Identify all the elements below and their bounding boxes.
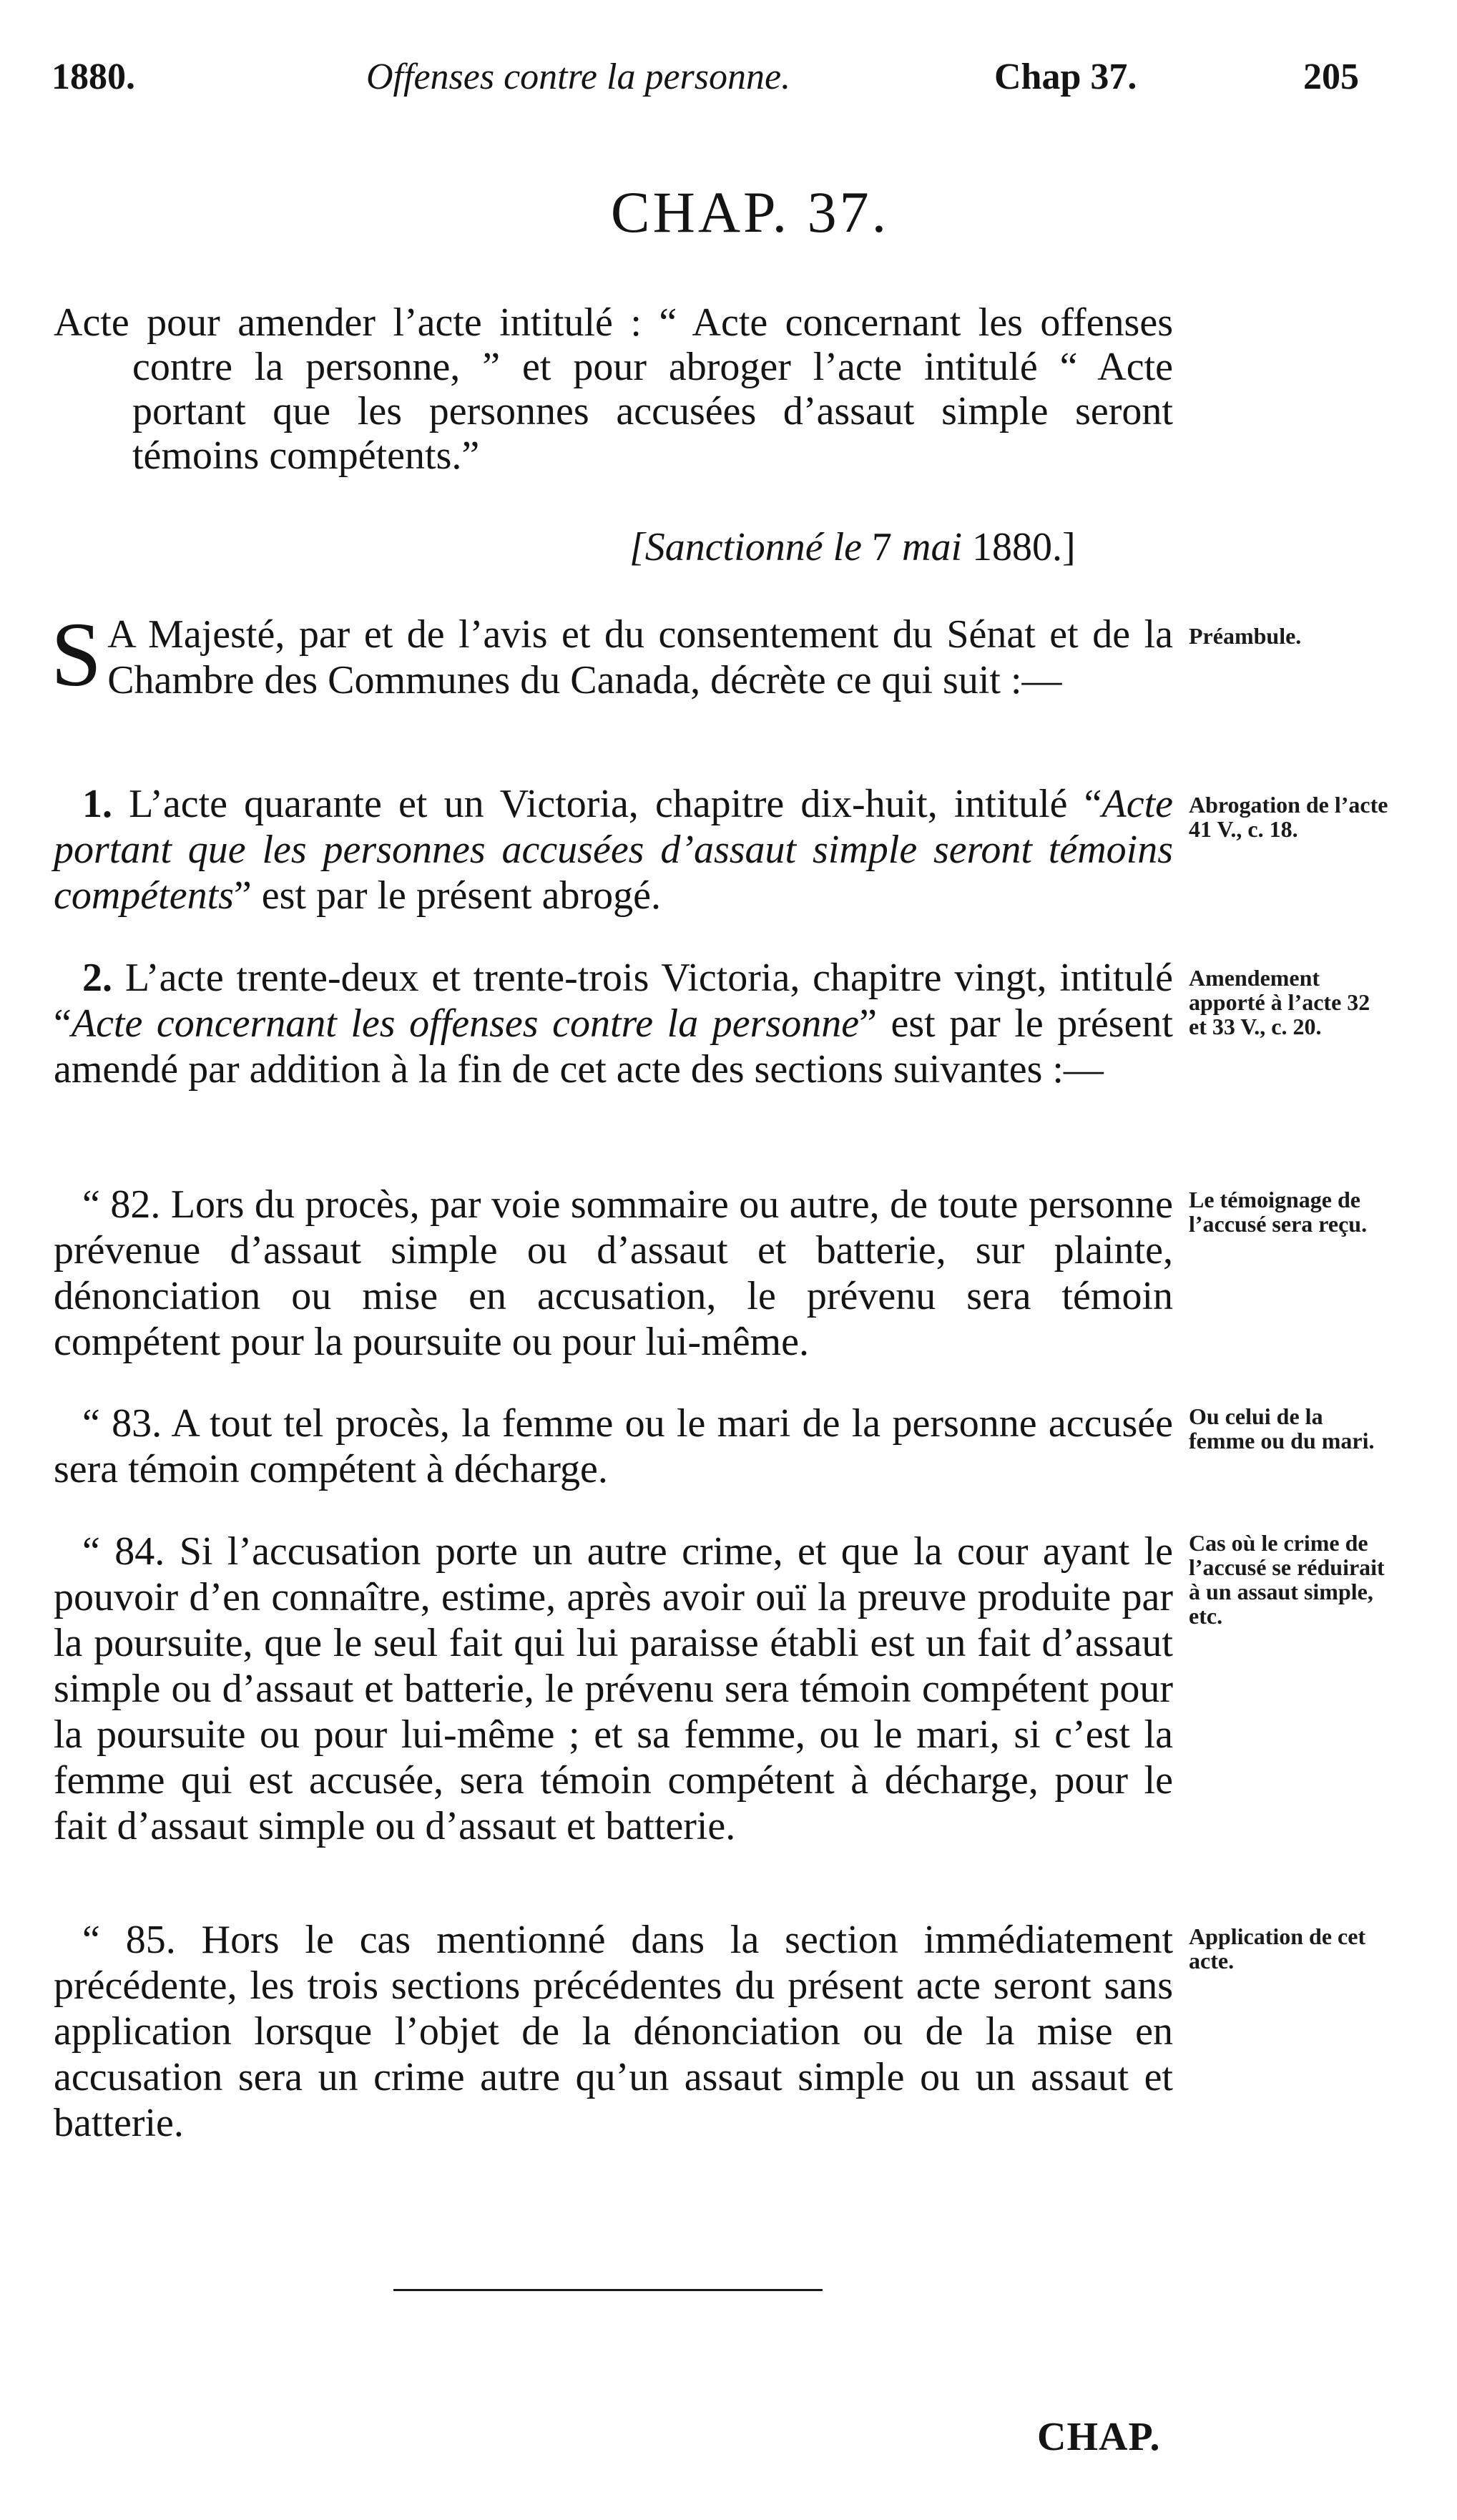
section-1-number: 1. [82,782,112,826]
section-85-paragraph [54,1917,1173,2146]
preamble-paragraph [51,604,1173,705]
section-84-paragraph [54,1529,1173,1849]
preamble-text: A Majesté, par et de l’avis et du consentement du Sénat et de la Chambre des Communes du Canada, décrète ce qui suit :— [107,612,1173,702]
drop-cap: S [51,604,102,705]
running-header [51,56,1382,113]
margin-note-section-85: Application de cet acte. [1189,1923,1366,1974]
sanction-day: 7 [872,525,893,569]
section-1-paragraph [54,781,1173,918]
section-84-number: “ 84. [82,1529,165,1574]
section-83-paragraph [54,1401,1173,1492]
section-1-text-after: ” est par le présent abrogé. [233,873,661,918]
header-year: 1880. [51,57,135,97]
header-chapter: Chap 37. [994,57,1137,97]
sanction-date [629,524,1076,570]
section-85 [54,1917,1173,2146]
margin-note-preamble: Préambule. [1189,623,1302,649]
section-83 [54,1401,1173,1492]
margin-note-section-84: Cas où le crime de l’accusé se réduirait à un assaut simple, etc. [1189,1530,1385,1629]
section-83-number: “ 83. [82,1401,162,1446]
section-82-paragraph [54,1182,1173,1365]
header-running-title: Offenses contre la personne. [366,57,791,97]
section-2-text-before: L’acte trente-deux et trente-trois Victoria, chapitre vingt, intitulé “ [54,956,1173,1046]
act-title: Acte pour amender l’acte intitulé : “ Acte concernant les offenses contre la personne, ” et pour abroger l’acte intitulé “ Acte portant que les personnes accusées d’assaut simple seront témoins compétents.” [54,300,1173,478]
section-2-italic-title: Acte concernant les offenses contre la personne [71,1001,860,1046]
header-page-number: 205 [1303,57,1359,97]
sanction-prefix: [Sanctionné le [629,525,863,569]
section-2-paragraph [54,955,1173,1092]
sanction-month: mai [902,525,963,569]
section-82 [54,1182,1173,1365]
section-85-text: Hors le cas mentionné dans la section immédiatement précédente, les trois sections précédentes du présent acte seront sans application lorsque l’objet de la dénonciation ou de la mise en accusation sera un crime autre qu’un assaut simple ou un assaut et batterie. [54,1918,1174,2145]
section-1 [54,781,1173,918]
margin-note-section-83: Ou celui de la femme ou du mari. [1189,1403,1375,1453]
separator-rule [393,2289,823,2291]
margin-note-section-2: Amendement apporté à l’acte 32 et 33 V., c. 20. [1189,965,1370,1039]
section-84 [54,1529,1173,1849]
section-85-number: “ 85. [82,1918,176,1962]
section-83-text: A tout tel procès, la femme ou le mari de la personne accusée sera témoin compétent à décharge. [54,1401,1173,1491]
sanction-year: 1880.] [972,525,1076,569]
section-1-italic-title: Acte portant que les personnes accusées d’assaut simple seront témoins compétents [54,782,1173,918]
section-2 [54,955,1173,1092]
preamble [51,604,1173,705]
margin-note-section-1: Abrogation de l’acte 41 V., c. 18. [1189,792,1388,842]
section-82-number: “ 82. [82,1182,161,1227]
section-2-text-after: ” est par le présent amendé par addition à la fin de cet acte des sections suivantes :— [54,1001,1173,1092]
section-82-text: Lors du procès, par voie sommaire ou autre, de toute personne prévenue d’assaut simple ou d’assaut et batterie, sur plainte, dénonciation ou mise en accusation, le prévenu sera témoin compétent pour la poursuite ou pour lui-même. [54,1182,1174,1364]
section-84-text: Si l’accusation porte un autre crime, et que la cour ayant le pouvoir d’en connaître, estime, après avoir ouï la preuve produite par la poursuite, que le seul fait qui lui paraisse établi est un fait d’assaut simple ou d’assaut et batterie, le prévenu sera témoin compétent pour la poursuite ou pour lui-même ; et sa femme, ou le mari, si c’est la femme qui est accusée, sera témoin compétent à décharge, pour le fait d’assaut simple ou d’assaut et batterie. [54,1529,1174,1848]
catchword: CHAP. [1037,2415,1161,2459]
section-1-text-before: L’acte quarante et un Victoria, chapitre dix-huit, intitulé “ [129,782,1102,826]
section-2-number: 2. [82,956,112,1000]
margin-note-section-82: Le témoignage de l’accusé sera reçu. [1189,1187,1368,1237]
chapter-heading: CHAP. 37. [610,180,890,245]
